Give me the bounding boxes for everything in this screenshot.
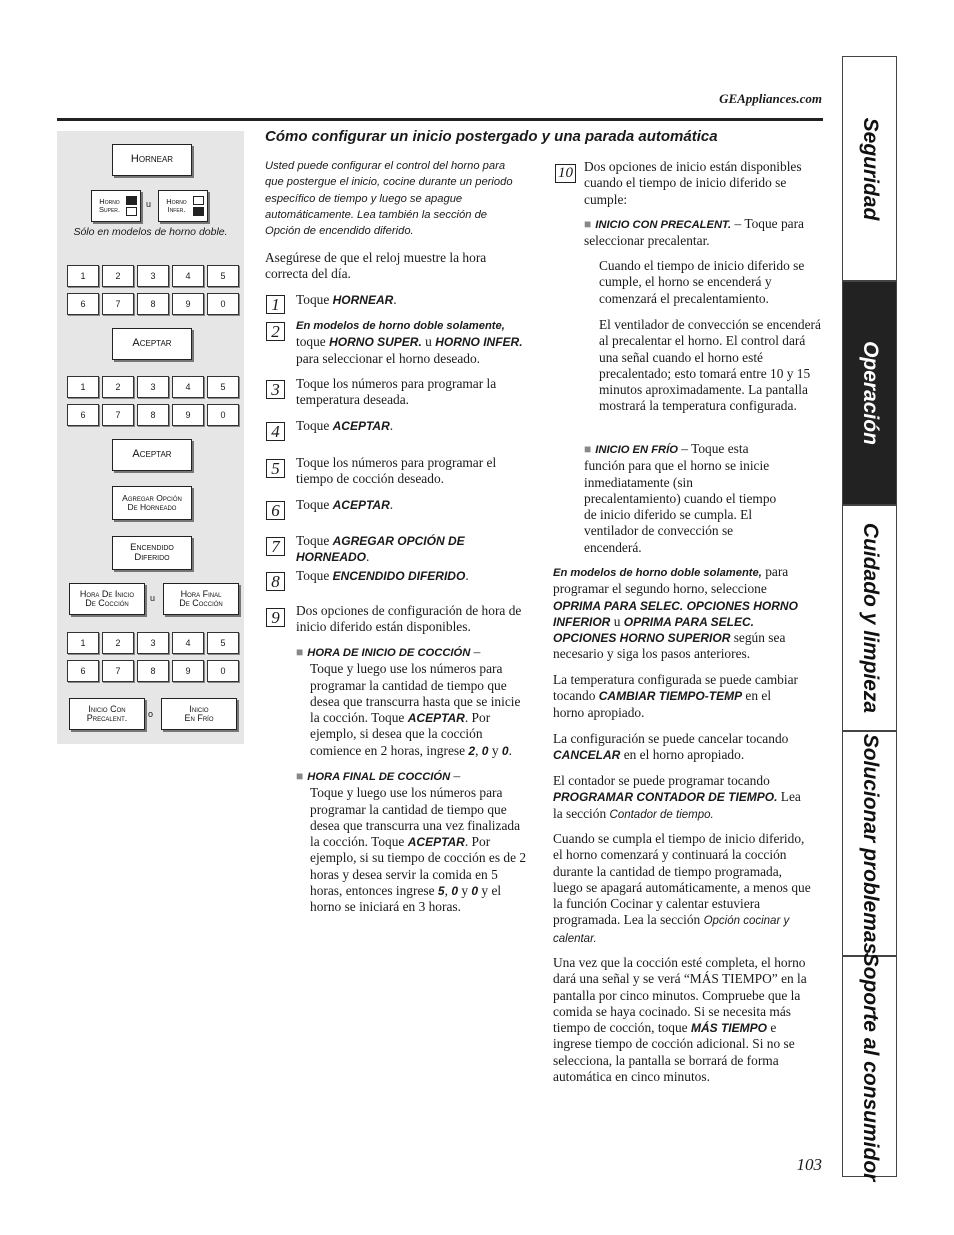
step-5-text: Toque los números para programar el tiempo de cocción deseado.	[296, 455, 497, 487]
hora-inicio-coccion-button[interactable]: Hora De Inicio De Cocción	[69, 583, 145, 615]
step-number: 3	[266, 380, 285, 399]
key-1[interactable]: 1	[67, 376, 99, 398]
key-2[interactable]: 2	[102, 265, 134, 287]
precalent-paragraph-2: El ventilador de convección se encenderá al precalentar el horno. El control dará una señal cuando el horno esté precalentado; esto tomará entre 10 y 15 minutos aproximadamente. La pantalla mostrará la temperatura configurada.	[599, 317, 821, 414]
key-0[interactable]: 0	[207, 293, 239, 315]
or-separator: u	[150, 593, 156, 603]
key-2[interactable]: 2	[102, 376, 134, 398]
bullet-square-icon: ■	[296, 769, 304, 783]
encendido-diferido-button[interactable]: Encendido Diferido	[112, 536, 192, 570]
key-4[interactable]: 4	[172, 632, 204, 654]
key-3[interactable]: 3	[137, 376, 169, 398]
aceptar-button[interactable]: Aceptar	[112, 328, 192, 360]
cooking-complete-paragraph: Una vez que la cocción esté completa, el horno dará una señal y se verá “MÁS TIEMPO” en la pantalla por cinco minutos. Compruebe que la comida se haya cocinado. Si se necesita más tiempo de cocción, toque MÁS TIEMPO e ingrese tiempo de cocción adicional. Si no se selecciona, la pantalla se borrará de forma automática en cinco minutos.	[553, 955, 807, 1085]
double-oven-note: Sólo en modelos de horno doble.	[73, 226, 228, 238]
delayed-start-paragraph: Cuando se cumpla el tiempo de inicio diferido, el horno comenzará y continuará la cocción durante la cantidad de tiempo programada, luego se apagará automáticamente, a menos que la función Cocinar y calentar estuviera programada. Lea la sección Opción cocinar y calentar.	[553, 831, 811, 945]
key-4[interactable]: 4	[172, 376, 204, 398]
tab-soporte-consumidor[interactable]: Soporte al consumidor	[842, 956, 897, 1177]
tab-cuidado-limpieza[interactable]: Cuidado y limpieza	[842, 505, 897, 731]
step-number: 10	[555, 164, 576, 183]
step-number: 2	[266, 322, 285, 341]
option-inicio-precalent: ■ INICIO CON PRECALENT. – Toque para seleccionar precalentar.	[584, 216, 804, 249]
step-1-text: Toque HORNEAR.	[296, 292, 397, 307]
bullet-square-icon: ■	[584, 217, 592, 231]
step-9-text: Dos opciones de configuración de hora de inicio diferido están disponibles.	[296, 603, 522, 635]
step-4-text: Toque ACEPTAR.	[296, 418, 394, 433]
precalent-paragraph-1: Cuando el tiempo de inicio diferido se cumple, el horno se encenderá y comenzará el precalentamiento.	[599, 258, 805, 306]
cancel-paragraph: La configuración se puede cancelar tocando CANCELAR en el horno apropiado.	[553, 731, 789, 763]
key-5[interactable]: 5	[207, 376, 239, 398]
tab-solucionar-problemas[interactable]: Solucionar problemas	[842, 731, 897, 956]
bullet-square-icon: ■	[296, 645, 304, 659]
step-number: 1	[266, 295, 285, 314]
key-7[interactable]: 7	[102, 660, 134, 682]
intro-text: Usted puede configurar el control del horno para que postergue el inicio, cocine durante un periodo específico de tiempo y luego se apague automáticamente. Lea también la sección de Opción de encendido diferido.	[265, 160, 513, 238]
step-number: 8	[266, 572, 285, 591]
key-4[interactable]: 4	[172, 265, 204, 287]
hornear-button[interactable]: Hornear	[112, 144, 192, 176]
key-3[interactable]: 3	[137, 632, 169, 654]
inicio-con-precalent-button[interactable]: Inicio Con Precalent.	[69, 698, 145, 730]
key-9[interactable]: 9	[172, 404, 204, 426]
step-number: 9	[266, 608, 285, 627]
timer-paragraph: El contador se puede programar tocando PROGRAMAR CONTADOR DE TIEMPO. Lea la sección Contador de tiempo.	[553, 773, 801, 821]
key-0[interactable]: 0	[207, 404, 239, 426]
option-hora-inicio: ■ HORA DE INICIO DE COCCIÓN – Toque y luego use los números para programar la cantidad de tiempo que desea que transcurra hasta que se inicie la cocción. Toque ACEPTAR. Por ejemplo, si desea que la cocción comience en 2 horas, ingrese 2, 0 y 0.	[296, 644, 521, 758]
key-8[interactable]: 8	[137, 660, 169, 682]
key-8[interactable]: 8	[137, 293, 169, 315]
site-url: GEAppliances.com	[719, 91, 822, 106]
step-number: 7	[266, 537, 285, 556]
double-oven-paragraph: En modelos de horno doble solamente, para programar el segundo horno, seleccione OPRIMA PARA SELEC. OPCIONES HORNO INFERIOR u OPRIMA PARA SELEC. OPCIONES HORNO SUPERIOR según sea necesario y siga los pasos anteriores.	[553, 564, 798, 662]
clock-note: Asegúrese de que el reloj muestre la hora correcta del día.	[265, 250, 487, 282]
tab-seguridad[interactable]: Seguridad	[842, 56, 897, 281]
section-title: Cómo configurar un inicio postergado y una parada automática	[265, 128, 718, 145]
key-3[interactable]: 3	[137, 265, 169, 287]
tab-operacion[interactable]: Operación	[842, 281, 897, 505]
key-7[interactable]: 7	[102, 293, 134, 315]
hora-final-coccion-button[interactable]: Hora Final De Cocción	[163, 583, 239, 615]
bullet-square-icon: ■	[584, 442, 592, 456]
step-3-text: Toque los números para programar la temperatura deseada.	[296, 376, 497, 408]
step-8-text: Toque ENCENDIDO DIFERIDO.	[296, 568, 469, 583]
change-temp-paragraph: La temperatura configurada se puede cambiar tocando CAMBIAR TIEMPO-TEMP en el horno apropiado.	[553, 672, 798, 720]
step-2-text: En modelos de horno doble solamente, toque HORNO SUPER. u HORNO INFER. para seleccionar el horno deseado.	[296, 320, 523, 366]
step-number: 6	[266, 501, 285, 520]
key-6[interactable]: 6	[67, 404, 99, 426]
key-1[interactable]: 1	[67, 632, 99, 654]
aceptar-button[interactable]: Aceptar	[112, 439, 192, 471]
inicio-en-frio-button[interactable]: Inicio En Frío	[161, 698, 237, 730]
key-8[interactable]: 8	[137, 404, 169, 426]
horno-super-button[interactable]: Horno Super.	[91, 190, 141, 222]
key-2[interactable]: 2	[102, 632, 134, 654]
step-10-text: Dos opciones de inicio están disponibles cuando el tiempo de inicio diferido se cumple:	[584, 159, 802, 207]
option-inicio-frio: ■ INICIO EN FRÍO – Toque esta función para que el horno se inicie inmediatamente (sin precalentamiento) cuando el tiempo de inicio diferido se cumpla. El ventilador de convección se encenderá.	[584, 441, 777, 555]
page-number: 103	[796, 1155, 822, 1174]
key-7[interactable]: 7	[102, 404, 134, 426]
key-5[interactable]: 5	[207, 632, 239, 654]
or-separator: o	[148, 709, 154, 719]
option-hora-final: ■ HORA FINAL DE COCCIÓN – Toque y luego use los números para programar la cantidad de tiempo que desea que transcurra una vez finalizada la cocción. Toque ACEPTAR. Por ejemplo, si su tiempo de cocción es de 2 horas y desea servir la comida en 5 horas, entonces ingrese 5, 0 y 0 y el horno se iniciará en 3 horas.	[296, 768, 527, 915]
key-6[interactable]: 6	[67, 293, 99, 315]
key-5[interactable]: 5	[207, 265, 239, 287]
key-9[interactable]: 9	[172, 660, 204, 682]
step-6-text: Toque ACEPTAR.	[296, 497, 394, 512]
or-separator: u	[146, 199, 152, 209]
keypad-panel	[57, 131, 244, 744]
agregar-opcion-button[interactable]: Agregar Opción De Horneado	[112, 486, 192, 520]
step-7-text: Toque AGREGAR OPCIÓN DE HORNEADO.	[296, 533, 465, 565]
key-6[interactable]: 6	[67, 660, 99, 682]
step-number: 5	[266, 459, 285, 478]
horno-infer-button[interactable]: Horno Infer.	[158, 190, 208, 222]
key-9[interactable]: 9	[172, 293, 204, 315]
key-1[interactable]: 1	[67, 265, 99, 287]
key-0[interactable]: 0	[207, 660, 239, 682]
header-rule	[57, 118, 823, 121]
step-number: 4	[266, 422, 285, 441]
